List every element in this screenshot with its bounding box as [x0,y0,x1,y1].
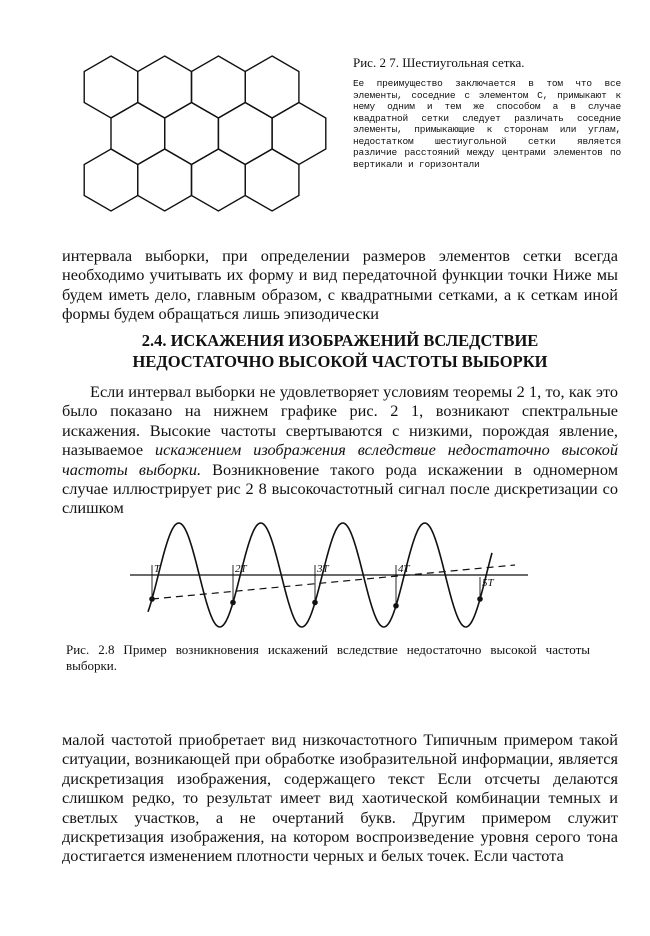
hex-cell [192,56,246,118]
section-heading-line1: 2.4. ИСКАЖЕНИЯ ИЗОБРАЖЕНИЙ ВСЛЕДСТВИЕ [141,331,539,350]
hex-cell [138,149,192,211]
sample-label: T [154,563,161,575]
aliasing-term: искажением изображения вследствие недостаточно высокой частоты выборки. [62,440,618,479]
paragraph-text-example: малой частотой приобретает вид низкочастотного Типичным примером такой ситуации, возникающей при обработке изобразительной информации, является дискретизация изображения, содержащего текст Если отсчеты делаются слишком редко, то результат имеет вид хаотической комбинации темных и светлых участков, а не очертаний букв. Другим примером служит дискретизация изображения, на котором воспроизведение уровня серого тона достигается изменением плотности черных и белых точек. Если частота [62,730,618,866]
aliased-low-frequency-line [152,565,515,599]
hex-cell [245,56,299,118]
sample-point [149,596,155,602]
sample-point [393,603,399,609]
section-heading-line2: НЕДОСТАТОЧНО ВЫСОКОЙ ЧАСТОТЫ ВЫБОРКИ [132,352,548,371]
figure-2-7-note: Ее преимущество заключается в том что все элементы, соседние с элементом С, примыкают к нему одним и тем же способом а в случае квадратной сетки следует различать соседние элементы, примыкающие к сторонам или углам, недостатком шестиугольной сетки является различие расстояний между центрами элементов по вертикали и горизонтали [353,78,621,170]
paragraph-aliasing-text-b: Возникновение такого рода искажении в одномерном случае иллюстрирует рис 2 8 высокочастотный сигнал после дискретизации со слишком [62,459,618,518]
hex-cell [84,56,138,118]
paragraph-aliasing [62,382,618,518]
paragraph-aliasing-text-a: Если интервал выборки не удовлетворяет условиям теоремы 2 1, то, как это было показано на нижнем графике рис. 2 1, возникают спектральные искажения. Высокие частоты свертываются с низкими, порождая явление, называемое [62,382,618,460]
figure-2-7-caption: Рис. 2 7. Шестиугольная сетка. [353,55,525,70]
sample-point [312,600,318,606]
sample-label: 5T [482,577,494,589]
sample-point [230,600,236,606]
hexagonal-grid-figure [48,50,328,220]
hex-cell [192,149,246,211]
hex-cell [84,149,138,211]
sample-point [477,596,483,602]
hex-cell [218,103,272,165]
hex-cell [111,103,165,165]
section-heading [60,330,620,372]
sample-label: 3T [317,563,329,575]
hex-cell [138,56,192,118]
sample-label: 2T [235,563,247,575]
paragraph-sampling-interval: интервала выборки, при определении размеров элементов сетки всегда необходимо учитывать их форму и вид передаточной функции точки Ниже мы будем иметь дело, главным образом, с квадратными сетками, а к сеткам иной формы будем обращаться лишь эпизодически [62,246,618,324]
sample-label: 4T [398,563,410,575]
aliasing-waveform-figure [130,520,530,638]
figure-2-7-caption-block [353,55,621,170]
hex-cell [165,103,219,165]
hex-cell [245,149,299,211]
hex-cell [272,103,326,165]
figure-2-8-caption: Рис. 2.8 Пример возникновения искажений вследствие недостаточно высокой частоты выборки. [66,642,590,673]
